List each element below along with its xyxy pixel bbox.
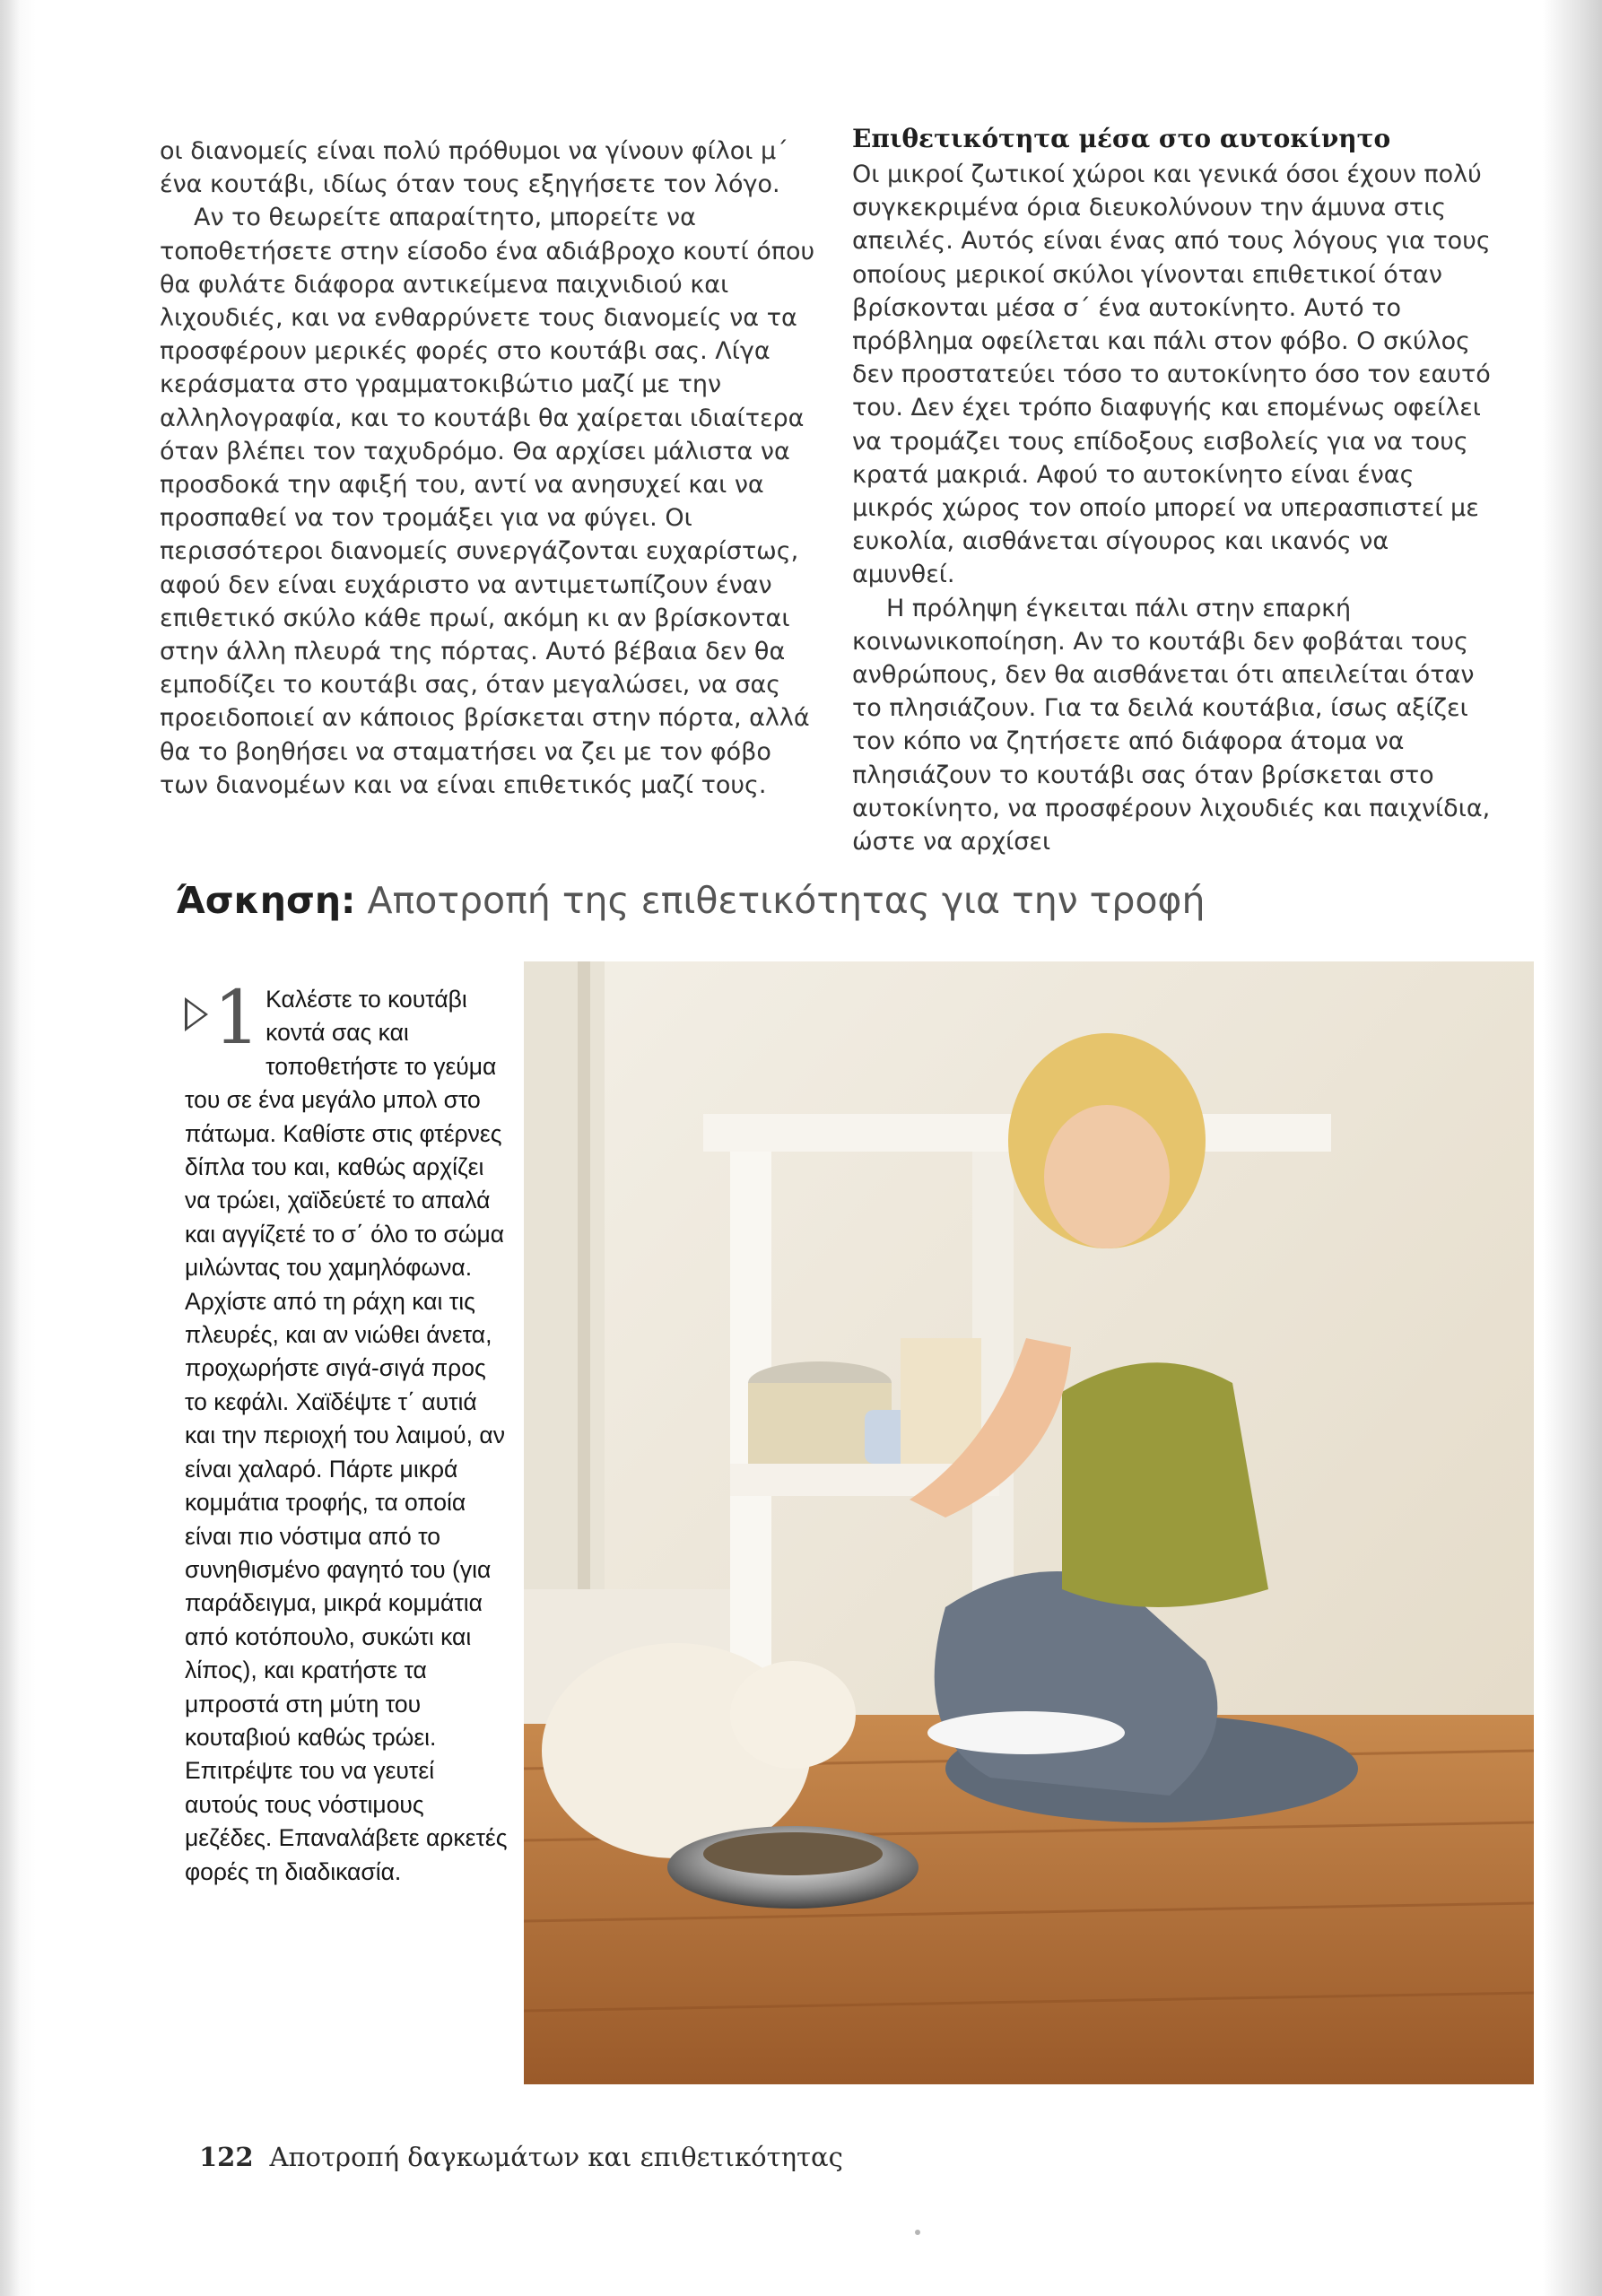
chapter-title: Αποτροπή δαγκωμάτων και επιθετικότητας	[269, 2142, 843, 2172]
exercise-title	[176, 875, 1432, 926]
exercise-step	[185, 976, 508, 1889]
binding-shadow	[0, 0, 20, 2296]
left-text-column	[160, 135, 823, 802]
exercise-photo	[524, 961, 1534, 2084]
step-marker	[185, 976, 261, 1061]
print-speck	[915, 2230, 920, 2235]
page-number: 122	[199, 2142, 254, 2172]
play-triangle-icon	[185, 997, 208, 1031]
left-paragraph-2: Αν το θεωρείτε απαραίτητο, μπορείτε να τοποθετήσετε στην είσοδο ένα αδιάβροχο κουτί όπου θα φυλάτε διάφορα αντικείμενα παιχνιδιού και λιχουδιές, και να ενθαρρύνετε τους διανομείς να τα προσφέρουν μερικές φορές στο κουτάβι σας. Λίγα κεράσματα στο γραμματοκιβώτιο μαζί με την αλληλογραφία, και το κουτάβι θα χαίρεται ιδιαίτερα όταν βλέπει τον ταχυδρόμο. Θα αρχίσει μάλιστα να προσδοκά την αφιξή του, αντί να ανησυχεί και να προσπαθεί να τον τρομάξει για να φύγει. Οι περισσότεροι διανομείς συνεργάζονται ευχαρίστως, αφού δεν είναι ευχάριστο να αντιμετωπίζουν έναν επιθετικό σκύλο κάθε πρωί, ακόμη κι αν βρίσκονται στην άλλη πλευρά της πόρτας. Αυτό βέβαια δεν θα εμποδίζει το κουτάβι σας, όταν μεγαλώσει, να σας προειδοποιεί αν κάποιος βρίσκεται στην πόρτα, αλλά θα το βοηθήσει να σταματήσει να ζει με τον φόβο των διανομέων και να είναι επιθετικός μαζί τους.	[160, 204, 815, 799]
section-heading: Επιθετικότητα μέσα στο αυτοκίνητο	[852, 124, 1391, 153]
step-text: Καλέστε το κουτάβι κοντά σας και τοποθετήστε το γεύμα του σε ένα μεγάλο μπολ στο πάτωμα. Καθίστε στις φτέρνες δίπλα του και, καθώς αρχίζει να τρώει, χαϊδεύετέ το απαλά και αγγίζετέ το σ΄ όλο το σώμα μιλώντας του χαμηλόφωνα. Αρχίστε από τη ράχη και τις πλευρές, και αν νιώθει άνετα, προχωρήστε σιγά-σιγά προς το κεφάλι. Χαϊδέψτε τ΄ αυτιά και την περιοχή του λαιμού, αν είναι χαλαρό. Πάρτε μικρά κομμάτια τροφής, τα οποία είναι πιο νόστιμα από το συνηθισμένο φαγητό του (για παράδειγμα, μικρά κομμάτια από κοτόπουλο, συκώτι και λίπος), και κρατήστε τα μπροστά στη μύτη του κουταβιού καθώς τρώει. Επιτρέψτε του να γευτεί αυτούς τους νόστιμους μεζέδες. Επαναλάβετε αρκετές φορές τη διαδικασία.	[185, 986, 508, 1885]
right-paragraph-1: Οι μικροί ζωτικοί χώροι και γενικά όσοι έχουν πολύ συγκεκριμένα όρια διευκολύνουν την άμυνα στις απειλές. Αυτός είναι ένας από τους λόγους για τους οποίους μερικοί σκύλοι γίνονται επιθετικοί όταν βρίσκονται μέσα σ΄ ένα αυτοκίνητο. Αυτό το πρόβλημα οφείλεται και πάλι στον φόβο. Ο σκύλος δεν προστατεύει τόσο το αυτοκίνητο όσο τον εαυτό του. Δεν έχει τρόπο διαφυγής και επομένως οφείλει να τρομάζει τους επίδοξους εισβολείς για να τους κρατά μακριά. Αφού το αυτοκίνητο είναι ένας μικρός χώρος τον οποίο μπορεί να υπερασπιστεί με ευκολία, αισθάνεται σίγουρος και ικανός να αμυνθεί.	[852, 161, 1491, 589]
exercise-label: Άσκηση:	[176, 879, 356, 922]
step-number: 1	[213, 976, 261, 1061]
page-footer	[199, 2142, 843, 2172]
right-paragraph-2: Η πρόληψη έγκειται πάλι στην επαρκή κοινωνικοποίηση. Αν το κουτάβι δεν φοβάται τους ανθρώπους, δεν θα αισθάνεται ότι απειλείται όταν το πλησιάζουν. Για τα δειλά κουτάβια, ίσως αξίζει τον κόπο να ζητήσετε από διάφορα άτομα να πλησιάζουν το κουτάβι σας όταν βρίσκεται στο αυτοκίνητο, να προσφέρουν λιχουδιές και παιχνίδια, ώστε να αρχίσει	[852, 594, 1491, 857]
photo-illustration	[524, 961, 1534, 2084]
left-paragraph-1: οι διανομείς είναι πολύ πρόθυμοι να γίνουν φίλοι μ΄ ένα κουτάβι, ιδίως όταν τους εξηγήσετε τον λόγο.	[160, 137, 788, 199]
right-text-column	[852, 122, 1498, 858]
exercise-heading: Αποτροπή της επιθετικότητας για την τροφή	[367, 879, 1206, 922]
